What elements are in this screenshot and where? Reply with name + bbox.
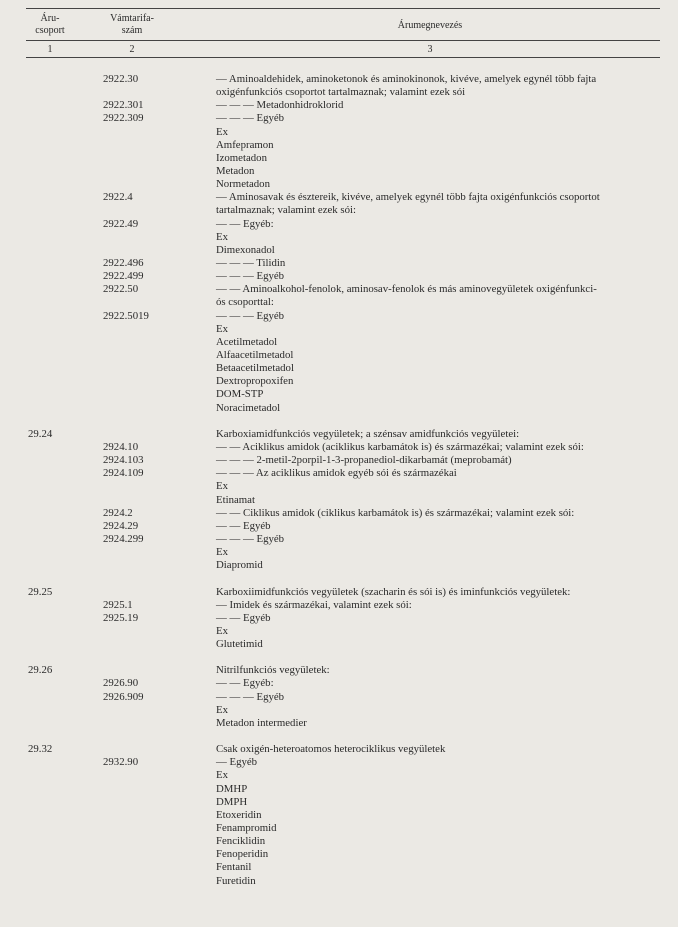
tariff-number: 2925.1	[103, 598, 133, 611]
table-row	[0, 625, 678, 638]
description: — — Egyéb:	[216, 677, 274, 690]
tariff-number: 2924.103	[103, 454, 144, 467]
table-row	[0, 809, 678, 822]
table-row	[0, 796, 678, 809]
description: Ex	[216, 769, 228, 782]
col1-title: Áru- csoport	[35, 13, 65, 36]
description: Normetadon	[216, 178, 270, 191]
col2-header	[102, 13, 162, 37]
table-row	[0, 283, 678, 296]
table-row	[0, 691, 678, 704]
col1-header	[30, 13, 70, 37]
description: Fenampromid	[216, 822, 277, 834]
table-row	[0, 428, 678, 441]
col3-number: 3	[427, 44, 433, 55]
table-row	[0, 257, 678, 270]
table-row	[0, 546, 678, 559]
description: — — Ciklikus amidok (ciklikus karbamátok is) és származékai; valamint ezek sói:	[216, 506, 575, 519]
table-row	[0, 152, 678, 165]
table-row	[0, 822, 678, 835]
table-row	[0, 599, 678, 612]
tariff-number: 2924.299	[103, 532, 144, 545]
description: — — Aciklikus amidok (aciklikus karbamátok is) és származékai; valamint ezek sói:	[216, 440, 584, 453]
table-row	[0, 139, 678, 152]
description: — — — Egyéb	[216, 690, 285, 703]
table-row	[0, 783, 678, 796]
description: Ex	[216, 230, 228, 243]
description: Karboxiamidfunkciós vegyületek; a szénsav amidfunkciós vegyületei:	[216, 427, 520, 440]
description: Dextropropoxifen	[216, 375, 294, 388]
description: Fenciklidin	[216, 835, 266, 848]
table-row	[0, 375, 678, 388]
description: — — — Egyéb	[216, 112, 285, 125]
tariff-number: 2924.109	[103, 467, 144, 480]
col2-number: 2	[129, 44, 135, 55]
description: Glutetimid	[216, 638, 263, 650]
col2-title: Vámtarifa- szám	[110, 13, 154, 36]
tariff-number: 2922.30	[103, 73, 139, 85]
tariff-number: 2922.49	[103, 217, 139, 230]
table-row	[0, 336, 678, 349]
table-row	[0, 99, 678, 112]
tariff-number: 2924.29	[103, 519, 139, 532]
description: DOM-STP	[216, 388, 264, 401]
description: — Aminosavak és észtereik, kivéve, amelyek egynél több fajta oxigénfunkciós csoportot	[216, 191, 600, 204]
table-row	[0, 112, 678, 125]
table-row	[0, 165, 678, 178]
description: Amfepramon	[216, 138, 274, 151]
description: — — — 2-metil-2porpil-1-3-propanediol-dikarbamát (meprobamát)	[216, 454, 512, 467]
description: Nitrilfunkciós vegyületek:	[216, 664, 330, 677]
description: — — — Egyéb	[216, 309, 285, 322]
table-row	[0, 467, 678, 480]
table-row	[0, 572, 678, 585]
description: — — — Metadonhidroklorid	[216, 99, 344, 112]
table-row	[0, 769, 678, 782]
table-row	[0, 717, 678, 730]
description: Betaacetilmetadol	[216, 362, 294, 375]
table-row	[0, 743, 678, 756]
table-row	[0, 218, 678, 231]
description: Furetidin	[216, 874, 256, 887]
tariff-number: 2922.301	[103, 99, 144, 112]
description: — Egyéb	[216, 756, 258, 769]
tariff-number: 2924.10	[103, 440, 139, 453]
description: Acetilmetadol	[216, 335, 278, 348]
description: — Aminoaldehidek, aminoketonok és aminokinonok, kivéve, amelyek egynél több fajta	[216, 73, 597, 85]
tariff-number: 2925.19	[103, 611, 139, 624]
table-row	[0, 480, 678, 493]
table-row	[0, 756, 678, 769]
table-row	[0, 415, 678, 428]
table-row	[0, 533, 678, 546]
description: — — Egyéb	[216, 611, 271, 624]
table-row	[0, 651, 678, 664]
table-row	[0, 323, 678, 336]
tariff-number: 2932.90	[103, 756, 139, 769]
description: Ex	[216, 322, 228, 335]
table-row	[0, 559, 678, 572]
table-row	[0, 296, 678, 309]
table-row	[0, 191, 678, 204]
table-row	[0, 586, 678, 599]
table-row	[0, 270, 678, 283]
description: — Imidek és származékai, valamint ezek sói:	[216, 598, 412, 611]
table-row	[0, 677, 678, 690]
table-row	[0, 244, 678, 257]
description: DMPH	[216, 795, 248, 808]
header-top-rule	[26, 8, 660, 9]
table-row	[0, 402, 678, 415]
table-row	[0, 86, 678, 99]
description: — — — Egyéb	[216, 532, 285, 545]
table-row	[0, 310, 678, 323]
tariff-number: 2922.50	[103, 283, 139, 296]
description: ós csoporttal:	[216, 296, 274, 309]
table-row	[0, 178, 678, 191]
tariff-number: 2926.909	[103, 690, 144, 703]
description: — — — Tilidin	[216, 257, 286, 269]
col3-header	[300, 20, 560, 32]
description: Metadon intermedier	[216, 716, 307, 729]
table-row	[0, 730, 678, 743]
table-row	[0, 638, 678, 651]
description: Dimexonadol	[216, 243, 275, 256]
description: — — — Egyéb	[216, 270, 285, 283]
group-code: 29.25	[28, 585, 53, 598]
group-code: 29.26	[28, 664, 53, 677]
description: Csak oxigén-heteroatomos heterociklikus vegyületek	[216, 743, 446, 756]
description: Fentanil	[216, 861, 252, 874]
description: oxigénfunkciós csoportot tartalmaznak; valamint ezek sói	[216, 86, 466, 99]
table-row	[0, 204, 678, 217]
col1-number: 1	[47, 44, 53, 55]
tariff-number: 2924.2	[103, 506, 133, 519]
table-row	[0, 520, 678, 533]
description: Fenoperidin	[216, 848, 269, 861]
header-mid-rule	[26, 40, 660, 41]
tariff-number: 2922.4	[103, 191, 133, 204]
table-row	[0, 126, 678, 139]
table-row	[0, 861, 678, 874]
description: Etinamat	[216, 493, 255, 506]
group-code: 29.24	[28, 427, 53, 440]
table-row	[0, 441, 678, 454]
table-row	[0, 875, 678, 888]
tariff-number: 2926.90	[103, 677, 139, 690]
table-row	[0, 231, 678, 244]
table-row	[0, 388, 678, 401]
description: Ex	[216, 125, 228, 138]
description: Izometadon	[216, 151, 267, 164]
description: Noracimetadol	[216, 401, 281, 414]
description: Ex	[216, 480, 228, 493]
description: — — Egyéb:	[216, 217, 274, 230]
description: — — Aminoalkohol-fenolok, aminosav-fenolok és más aminovegyületek oxigénfunkci-	[216, 283, 597, 296]
description: tartalmaznak; valamint ezek sói:	[216, 204, 357, 217]
table-row	[0, 73, 678, 86]
description: Etoxeridin	[216, 808, 262, 821]
description: Diapromid	[216, 559, 263, 572]
table-row	[0, 349, 678, 362]
tariff-number: 2922.499	[103, 270, 144, 283]
description: Ex	[216, 624, 228, 637]
header-bottom-rule	[26, 57, 660, 58]
description: — — Egyéb	[216, 519, 271, 532]
table-row	[0, 835, 678, 848]
description: Karboxiimidfunkciós vegyületek (szacharin és sói is) és iminfunkciós vegyületek:	[216, 585, 571, 598]
description: — — — Az aciklikus amidok egyéb sói és származékai	[216, 467, 457, 480]
description: Ex	[216, 546, 228, 558]
table-row	[0, 704, 678, 717]
description: DMHP	[216, 782, 248, 795]
col3-title: Árumegnevezés	[397, 20, 463, 31]
table-row	[0, 664, 678, 677]
description: Metadon	[216, 165, 255, 177]
table-row	[0, 612, 678, 625]
tariff-number: 2922.5019	[103, 309, 149, 322]
table-row	[0, 494, 678, 507]
tariff-number: 2922.496	[103, 257, 144, 269]
group-code: 29.32	[28, 743, 53, 756]
tariff-number: 2922.309	[103, 112, 144, 125]
description: Alfaacetilmetadol	[216, 348, 294, 361]
description: Ex	[216, 703, 228, 716]
table-row	[0, 454, 678, 467]
table-row	[0, 507, 678, 520]
table-row	[0, 362, 678, 375]
table-row	[0, 848, 678, 861]
